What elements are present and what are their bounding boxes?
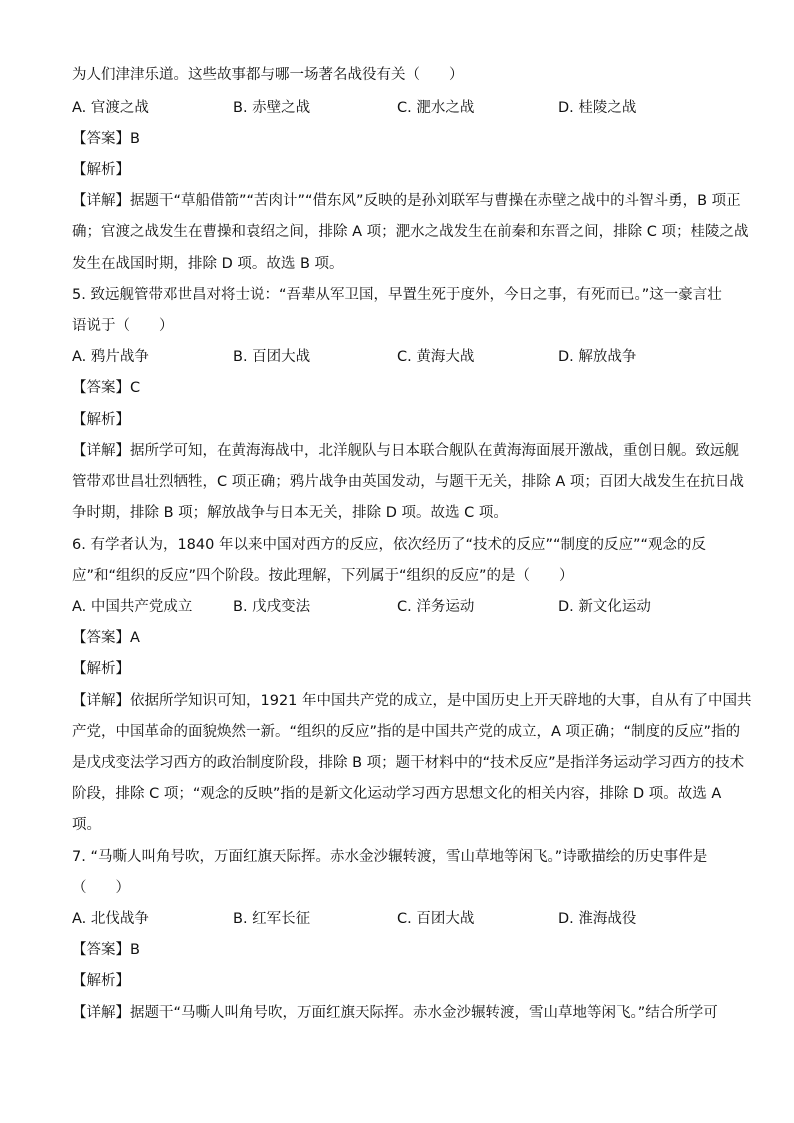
q5-answer: 【答案】C [72, 380, 141, 396]
q6-stem-line: 应”和“组织的反应”四个阶段。按此理解，下列属于“组织的反应”的是（ ） [72, 568, 574, 584]
q5-analysis-label: 【解析】 [72, 412, 130, 428]
q6-option-a: A. 中国共产党成立 [72, 599, 193, 615]
q4-option-b: B. 赤壁之战 [233, 100, 311, 116]
q7-detail-line: 【详解】据题干“马嘶人叫角号吹，万面红旗天际挥。赤水金沙辗转渡，雪山草地等闲飞。”结合所学可 [72, 1005, 718, 1021]
q5-stem-line: 语说于（ ） [72, 318, 174, 334]
q4-option-d: D. 桂陵之战 [558, 100, 637, 116]
q5-detail-line: 争时期，排除 B 项；解放战争与日本无关，排除 D 项。故选 C 项。 [72, 505, 508, 521]
q5-option-c: C. 黄海大战 [397, 349, 475, 365]
q5-detail-line: 【详解】据所学可知，在黄海海战中，北洋舰队与日本联合舰队在黄海海面展开激战，重创日舰。致远舰 [72, 443, 739, 459]
q6-detail-line: 阶段，排除 C 项；“观念的反映”指的是新文化运动学习西方思想文化的相关内容，排除 D 项。故选 A [72, 786, 722, 802]
q5-stem-line: 5. 致远舰管带邓世昌对将士说：“吾辈从军卫国，早置生死于度外，今日之事，有死而已。”这一豪言壮 [72, 287, 722, 303]
q4-detail-line: 【详解】据题干“草船借箭”“苦肉计”“借东风”反映的是孙刘联军与曹操在赤壁之战中的斗智斗勇，B 项正 [72, 193, 741, 209]
q6-stem-line: 6. 有学者认为，1840 年以来中国对西方的反应，依次经历了“技术的反应”“制度的反应”“观念的反 [72, 537, 707, 553]
q7-answer: 【答案】B [72, 942, 140, 958]
q7-stem-line: （ ） [72, 880, 130, 896]
q7-option-a: A. 北伐战争 [72, 911, 149, 927]
q4-option-a: A. 官渡之战 [72, 100, 149, 116]
q6-answer: 【答案】A [72, 630, 140, 646]
q6-option-c: C. 洋务运动 [397, 599, 475, 615]
q5-option-d: D. 解放战争 [558, 349, 637, 365]
q6-detail-line: 项。 [72, 817, 101, 833]
q5-option-a: A. 鸦片战争 [72, 349, 149, 365]
q7-option-d: D. 淮海战役 [558, 911, 637, 927]
q6-detail-line: 【详解】依据所学知识可知，1921 年中国共产党的成立，是中国历史上开天辟地的大事，自从有了中国共 [72, 693, 752, 709]
q7-stem-line: 7. “马嘶人叫角号吹，万面红旗天际挥。赤水金沙辗转渡，雪山草地等闲飞。”诗歌描绘的历史事件是 [72, 849, 708, 865]
q7-option-c: C. 百团大战 [397, 911, 475, 927]
q6-option-b: B. 戊戌变法 [233, 599, 311, 615]
q4-answer: 【答案】B [72, 131, 140, 147]
q4-option-c: C. 淝水之战 [397, 100, 475, 116]
q4-stem-tail: 为人们津津乐道。这些故事都与哪一场著名战役有关（ ） [72, 67, 464, 83]
q7-option-b: B. 红军长征 [233, 911, 311, 927]
q5-detail-line: 管带邓世昌壮烈牺牲，C 项正确；鸦片战争由英国发动，与题干无关，排除 A 项；百团大战发生在抗日战 [72, 474, 744, 490]
q4-detail-line: 确；官渡之战发生在曹操和袁绍之间，排除 A 项；淝水之战发生在前秦和东晋之间，排除 C 项；桂陵之战 [72, 224, 749, 240]
q6-analysis-label: 【解析】 [72, 661, 130, 677]
q4-analysis-label: 【解析】 [72, 162, 130, 178]
q6-detail-line: 是戊戌变法学习西方的政治制度阶段，排除 B 项；题干材料中的“技术反应”是指洋务运动学习西方的技术 [72, 755, 745, 771]
q7-analysis-label: 【解析】 [72, 973, 130, 989]
q6-detail-line: 产党，中国革命的面貌焕然一新。“组织的反应”指的是中国共产党的成立，A 项正确；“制度的反应”指的 [72, 724, 741, 740]
q4-detail-line: 发生在战国时期，排除 D 项。故选 B 项。 [72, 256, 344, 272]
q6-option-d: D. 新文化运动 [558, 599, 651, 615]
q5-option-b: B. 百团大战 [233, 349, 311, 365]
